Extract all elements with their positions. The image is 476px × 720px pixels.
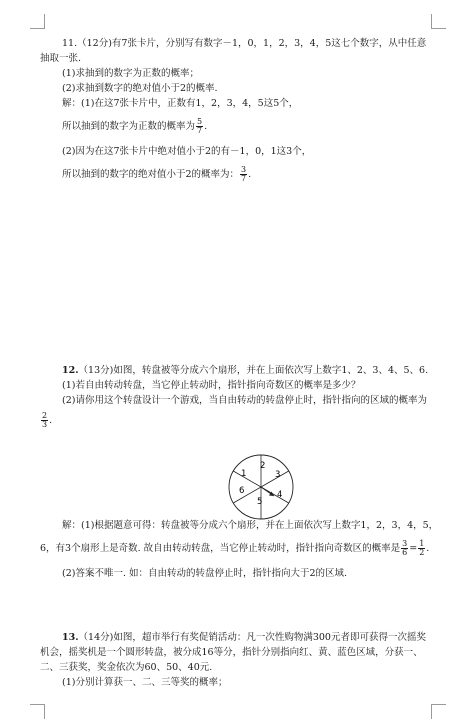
q12-part2: (2)请你用这个转盘设计一个游戏，当自由转动的转盘停止时，指针指向的区域的概率为 <box>62 395 427 406</box>
q12-part2-fraction: $\frac{2}{3}$ . <box>42 411 53 429</box>
crop-mark-bottom-left <box>30 704 45 719</box>
spinner-wheel-figure <box>226 452 296 522</box>
fraction: $\frac{5}{7}$ <box>197 117 203 135</box>
q11-part2: (2)求抽到数字的绝对值小于2的概率. <box>62 83 218 94</box>
wheel-label-3: 3 <box>275 470 281 480</box>
q11-solution-2: 所以抽到的数字为正数的概率为 $\frac{5}{7}$ . <box>62 117 208 135</box>
wheel-label-1: 1 <box>241 469 247 479</box>
fraction: $\frac{1}{2}$ <box>419 539 425 557</box>
q13-stem-cont: 机会，摇奖机是一个圆形转盘，被分成16等分，指针分别指向红、黄、蓝色区域，分获一、 <box>40 647 423 658</box>
crop-mark-top-right <box>431 14 446 29</box>
q11-solution-4: 所以抽到的数字的绝对值小于2的概率为： $\frac{3}{7}$ . <box>62 165 252 183</box>
q12-solution-2: 6，有3个扇形上是奇数. 故自由转动转盘，当它停止转动时，指针指向奇数区的概率是 $\frac{3}{6}$ = $\frac{1}{2}$ . <box>40 539 430 557</box>
q13-part1: (1)分别计算获一、二、三等奖的概率； <box>62 677 228 688</box>
q11-stem: 11.（12分)有7张卡片，分别写有数字－1，0，1，2，3，4，5这七个数字，从中任意 <box>62 38 427 49</box>
q12-solution-1: 解：(1)根据题意可得：转盘被等分成六个扇形，并在上面依次写上数字1，2，3，4，5， <box>62 520 439 531</box>
crop-mark-top-left <box>30 14 45 29</box>
q12-part1: (1)若自由转动转盘，当它停止转动时，指针指向奇数区的概率是多少？ <box>62 380 361 391</box>
crop-mark-bottom-right <box>431 704 446 719</box>
q13-stem-cont-2: 二、三获奖，奖金依次为60、50、40元. <box>40 662 213 673</box>
wheel-label-5: 5 <box>257 497 263 507</box>
q11-stem-cont: 抽取一张. <box>40 53 82 64</box>
q11-solution-1: 解：(1)在这7张卡片中，正数有1，2，3，4，5这5个， <box>62 98 299 109</box>
q11-part1: (1)求抽到的数字为正数的概率； <box>62 68 199 79</box>
wheel-label-4: 4 <box>277 490 283 500</box>
q12-solution-3: (2)答案不唯一. 如：自由转动的转盘停止时，指针指向大于2的区域. <box>62 568 348 579</box>
q11-solution-3: (2)因为在这7张卡片中绝对值小于2的有－1，0，1这3个， <box>62 146 312 157</box>
q12-stem: 12.（13分)如图，转盘被等分成六个扇形，并在上面依次写上数字1、2、3、4、5、6. <box>62 365 429 376</box>
wheel-label-6: 6 <box>239 486 245 496</box>
wheel-label-2: 2 <box>260 461 266 471</box>
fraction: $\frac{3}{6}$ <box>402 539 408 557</box>
fraction: $\frac{3}{7}$ <box>241 165 247 183</box>
q13-stem: 13.（14分)如图，超市举行有奖促销活动：凡一次性购物满300元者即可获得一次摇奖 <box>62 632 426 643</box>
wheel-divider <box>233 471 261 487</box>
fraction: $\frac{2}{3}$ <box>42 411 48 429</box>
